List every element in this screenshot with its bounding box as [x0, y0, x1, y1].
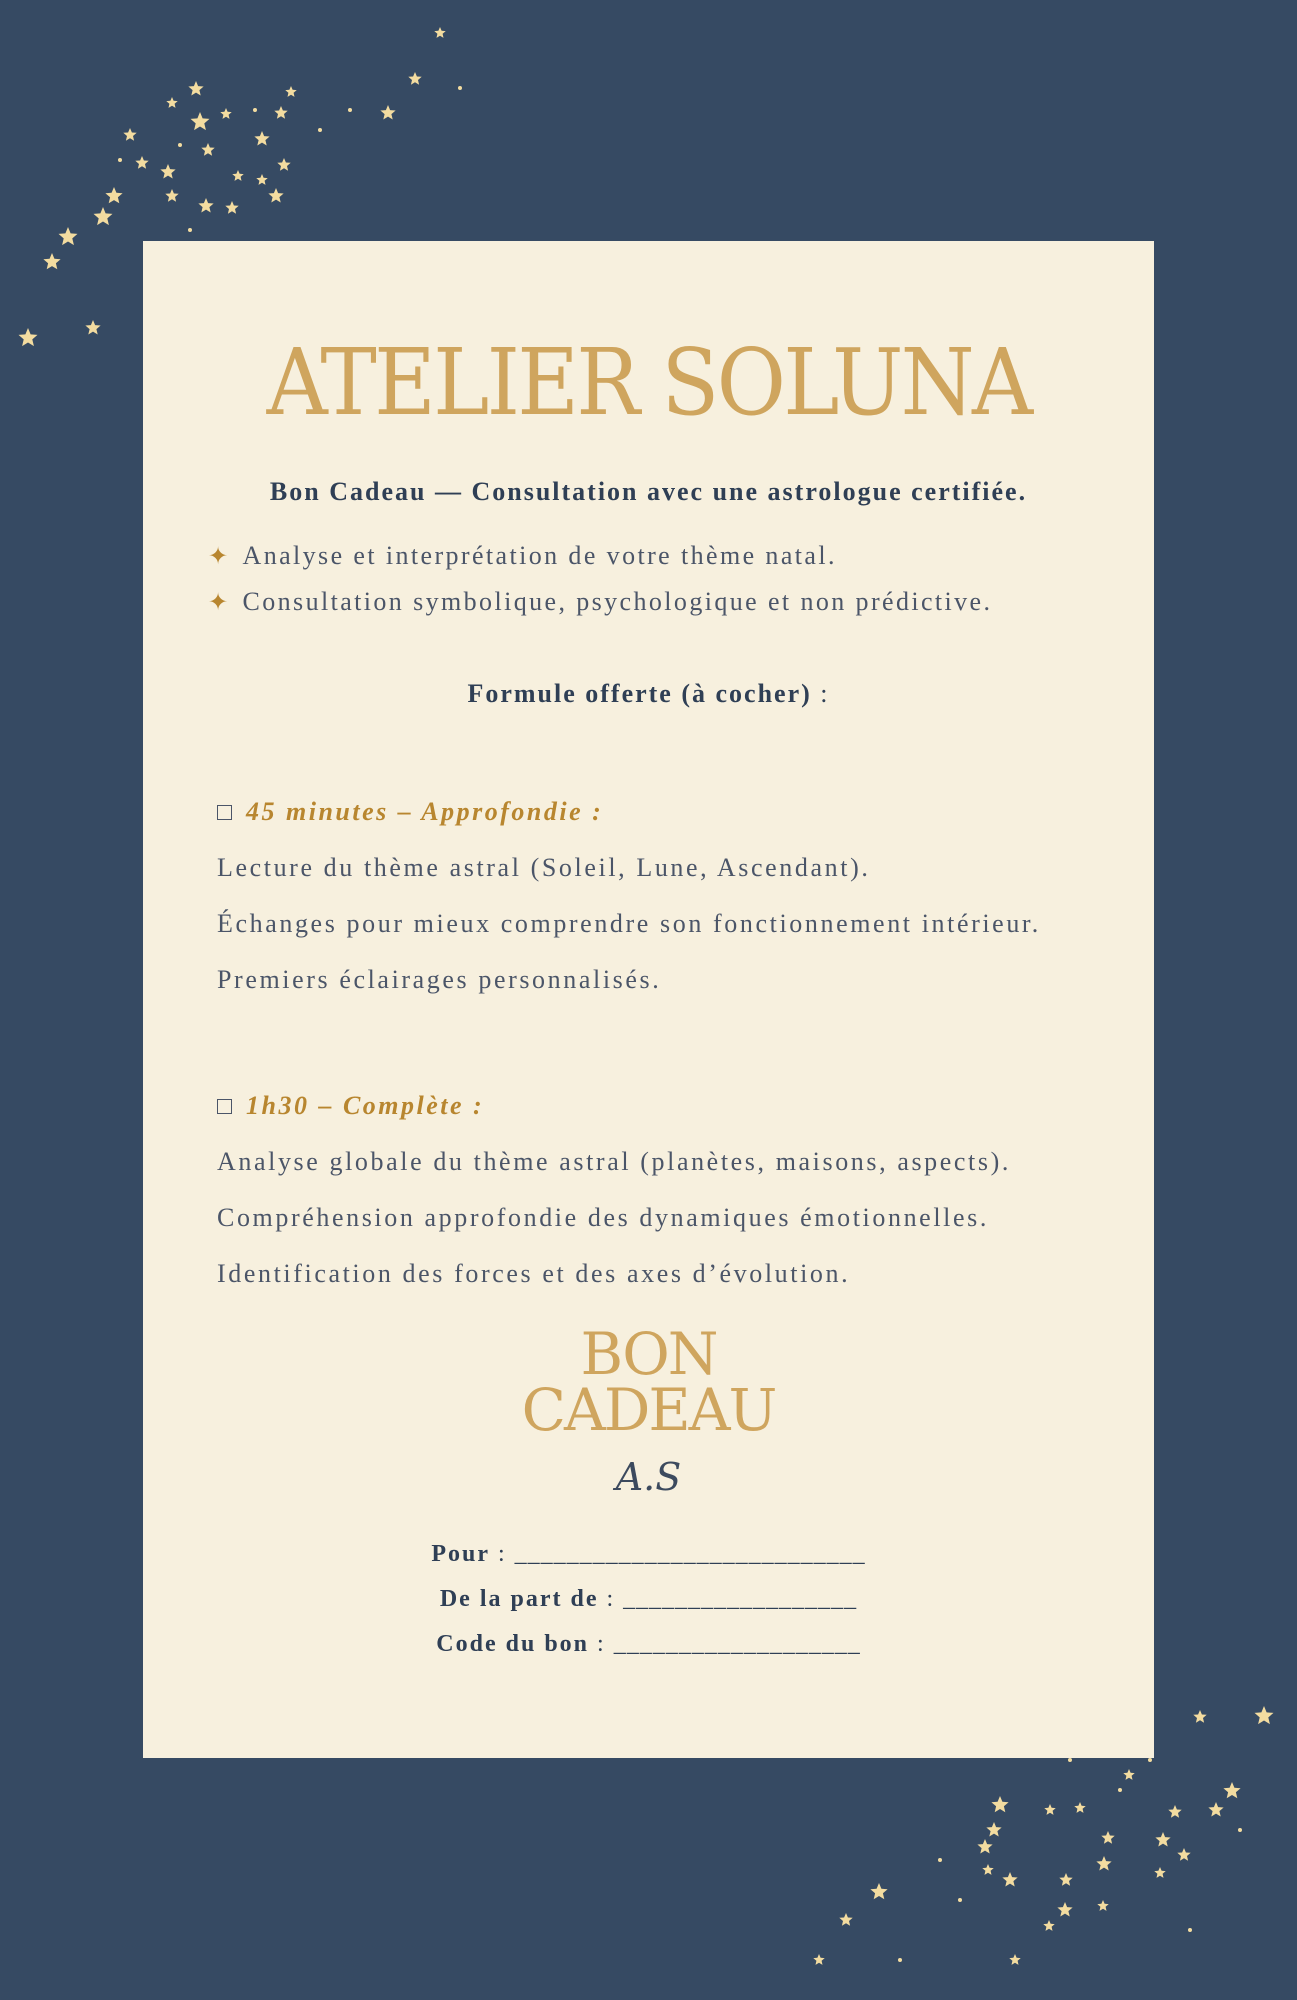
- logo-line: CADEAU: [521, 1376, 776, 1444]
- feature-text: Consultation symbolique, psychologique et non prédictive.: [242, 587, 993, 616]
- star-icon: [166, 97, 177, 108]
- star-icon: [285, 86, 296, 97]
- sparkle-dot: [938, 1858, 942, 1862]
- option-title: 1h30 – Complète :: [246, 1091, 485, 1120]
- star-icon: [1043, 1920, 1054, 1931]
- option-line: Identification des forces et des axes d’évolution.: [217, 1259, 851, 1288]
- star-icon: [1193, 1710, 1206, 1723]
- star-icon: [232, 170, 243, 181]
- bon-cadeau-logo: [143, 1320, 1154, 1444]
- star-icon: [434, 27, 445, 38]
- feature-text: Analyse et interprétation de votre thème natal.: [242, 541, 837, 570]
- feature-item: [208, 587, 992, 617]
- star-icon: [1168, 1805, 1181, 1818]
- star-icon: [160, 164, 175, 179]
- star-icon: [1009, 1954, 1020, 1965]
- star-icon: [1097, 1900, 1108, 1911]
- feature-item: [208, 541, 992, 571]
- star-icon: [1057, 1902, 1072, 1917]
- option-heading: [217, 1091, 1011, 1121]
- sparkle-dot: [898, 1958, 902, 1962]
- brand-title: ATELIER SOLUNA: [266, 329, 1031, 436]
- star-icon: [380, 105, 395, 120]
- sparkle-dot: [1068, 1758, 1072, 1762]
- star-icon: [1059, 1873, 1072, 1886]
- option-1h30: [217, 1091, 1011, 1289]
- star-icon: [1255, 1706, 1274, 1724]
- sparkle-dot: [1148, 1758, 1152, 1762]
- option-line: Analyse globale du thème astral (planètes, maisons, aspects).: [217, 1147, 1011, 1176]
- star-icon: [986, 1822, 1001, 1837]
- option-line: Échanges pour mieux comprendre son fonctionnement intérieur.: [217, 909, 1041, 938]
- subtitle: Bon Cadeau — Consultation avec une astrologue certifiée.: [269, 477, 1028, 506]
- sparkle-dot: [458, 86, 462, 90]
- sparkle-dot: [1188, 1928, 1192, 1932]
- sparkle-dot: [1238, 1828, 1242, 1832]
- option-heading: [217, 797, 1041, 827]
- four-point-star-icon: ✦: [208, 544, 231, 570]
- star-icon: [268, 188, 283, 203]
- logo-line: BON: [580, 1320, 717, 1388]
- option-45-minutes: [217, 797, 1041, 995]
- star-icon: [165, 189, 178, 202]
- signature-initials: A.S: [615, 1455, 682, 1499]
- feature-list: [208, 541, 992, 633]
- checkbox[interactable]: [217, 805, 232, 820]
- star-icon: [1177, 1848, 1190, 1861]
- four-point-star-icon: ✦: [208, 590, 231, 616]
- star-icon: [201, 143, 214, 156]
- sparkle-dot: [318, 128, 322, 132]
- star-icon: [85, 320, 100, 335]
- star-icon: [977, 1839, 992, 1854]
- star-icon: [94, 207, 113, 225]
- gift-card: [143, 241, 1154, 1758]
- star-icon: [274, 106, 287, 119]
- star-icon: [1074, 1802, 1085, 1813]
- star-icon: [198, 198, 213, 213]
- star-icon: [191, 112, 210, 130]
- field-pour[interactable]: Pour : ___________________________: [431, 1541, 866, 1567]
- sparkle-dot: [253, 108, 257, 112]
- option-line: Premiers éclairages personnalisés.: [217, 965, 662, 994]
- star-icon: [19, 328, 38, 346]
- star-icon: [1096, 1856, 1111, 1871]
- option-line: Compréhension approfondie des dynamiques émotionnelles.: [217, 1203, 989, 1232]
- star-icon: [839, 1913, 852, 1926]
- star-icon: [59, 227, 78, 245]
- star-icon: [813, 1954, 824, 1965]
- star-icon: [1208, 1802, 1223, 1817]
- field-code-du-bon[interactable]: Code du bon : ___________________: [436, 1631, 861, 1657]
- star-icon: [123, 128, 136, 141]
- star-icon: [870, 1883, 887, 1899]
- star-icon: [188, 81, 203, 96]
- option-line: Lecture du thème astral (Soleil, Lune, Ascendant).: [217, 853, 871, 882]
- star-icon: [1155, 1832, 1170, 1847]
- formule-suffix: :: [811, 679, 830, 708]
- star-icon: [1101, 1831, 1114, 1844]
- star-icon: [1044, 1804, 1055, 1815]
- sparkle-dot: [118, 158, 122, 162]
- sparkle-dot: [958, 1898, 962, 1902]
- star-icon: [1123, 1769, 1134, 1780]
- star-icon: [1002, 1872, 1017, 1887]
- field-de-la-part-de[interactable]: De la part de : __________________: [439, 1586, 858, 1612]
- star-icon: [1154, 1867, 1165, 1878]
- checkbox[interactable]: [217, 1099, 232, 1114]
- star-icon: [225, 201, 238, 214]
- star-icon: [1223, 1782, 1240, 1798]
- star-icon: [277, 158, 290, 171]
- sparkle-dot: [188, 228, 192, 232]
- star-icon: [220, 108, 231, 119]
- star-icon: [408, 72, 421, 85]
- sparkle-dot: [178, 143, 182, 147]
- recipient-fields: [143, 1541, 1154, 1676]
- star-icon: [105, 187, 122, 203]
- star-icon: [43, 253, 60, 269]
- star-icon: [135, 156, 148, 169]
- star-icon: [991, 1796, 1008, 1812]
- star-icon: [982, 1864, 993, 1875]
- option-title: 45 minutes – Approfondie :: [246, 797, 604, 826]
- formule-label: Formule offerte (à cocher): [467, 679, 812, 708]
- sparkle-dot: [1118, 1788, 1122, 1792]
- sparkle-dot: [348, 108, 352, 112]
- star-icon: [254, 131, 269, 146]
- star-icon: [256, 174, 267, 185]
- formule-heading: [143, 679, 1154, 709]
